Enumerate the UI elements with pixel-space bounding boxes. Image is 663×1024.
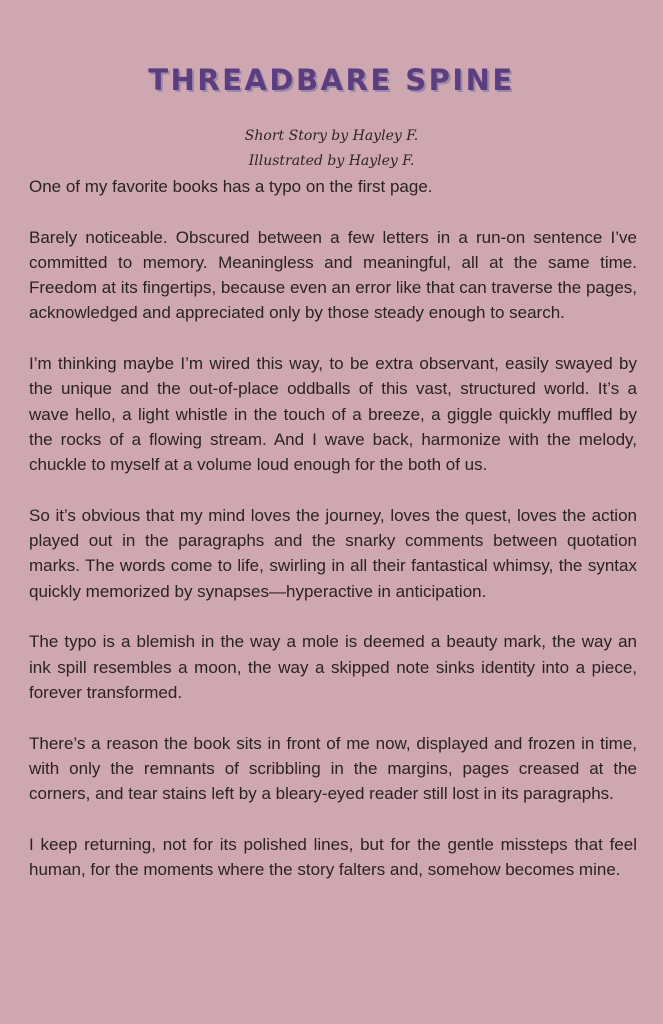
story-paragraph: There’s a reason the book sits in front of me now, displayed and frozen in time, with only the remnants of scribbling in the margins, pages creased at the corners, and tear stains left by a bleary-eyed reader still lost in its paragraphs. — [29, 733, 637, 804]
story-paragraph: Barely noticeable. Obscured between a few letters in a run-on sentence I’ve committed to memory. Meaningless and meaningful, all at the same time. Freedom at its fingertips, because even an error like that can traverse the pages, acknowledged and appreciated only by those steady enough to search. — [29, 227, 637, 323]
story-paragraph: So it’s obvious that my mind loves the journey, loves the quest, loves the action played out in the paragraphs and the snarky comments between quotation marks. The words come to life, swirling in all their fantastical whimsy, the syntax quickly memorized by synapses—hyperactive in anticipation. — [29, 505, 637, 601]
story-paragraph: One of my favorite books has a typo on the first page. — [29, 177, 433, 196]
author-byline: Short Story by Hayley F. — [244, 128, 419, 144]
story-paragraph: I’m thinking maybe I’m wired this way, to be extra observant, easily swayed by the unique and the out-of-place oddballs of this vast, structured world. It’s a wave hello, a light whistle in the touch of a breeze, a giggle quickly muffled by the rocks of a flowing stream. And I wave back, harmonize with the melody, chuckle to myself at a volume loud enough for the both of us. — [29, 354, 637, 475]
illustrator-byline: Illustrated by Hayley F. — [248, 153, 415, 169]
story-paragraph: I keep returning, not for its polished lines, but for the gentle missteps that feel human, for the moments where the story falters and, somehow becomes mine. — [29, 834, 637, 880]
story-title: THREADBARE SPINE — [148, 63, 515, 97]
story-paragraph: The typo is a blemish in the way a mole is deemed a beauty mark, the way an ink spill resembles a moon, the way a skipped note sinks identity into a piece, forever transformed. — [29, 632, 637, 702]
story-body — [29, 174, 637, 908]
